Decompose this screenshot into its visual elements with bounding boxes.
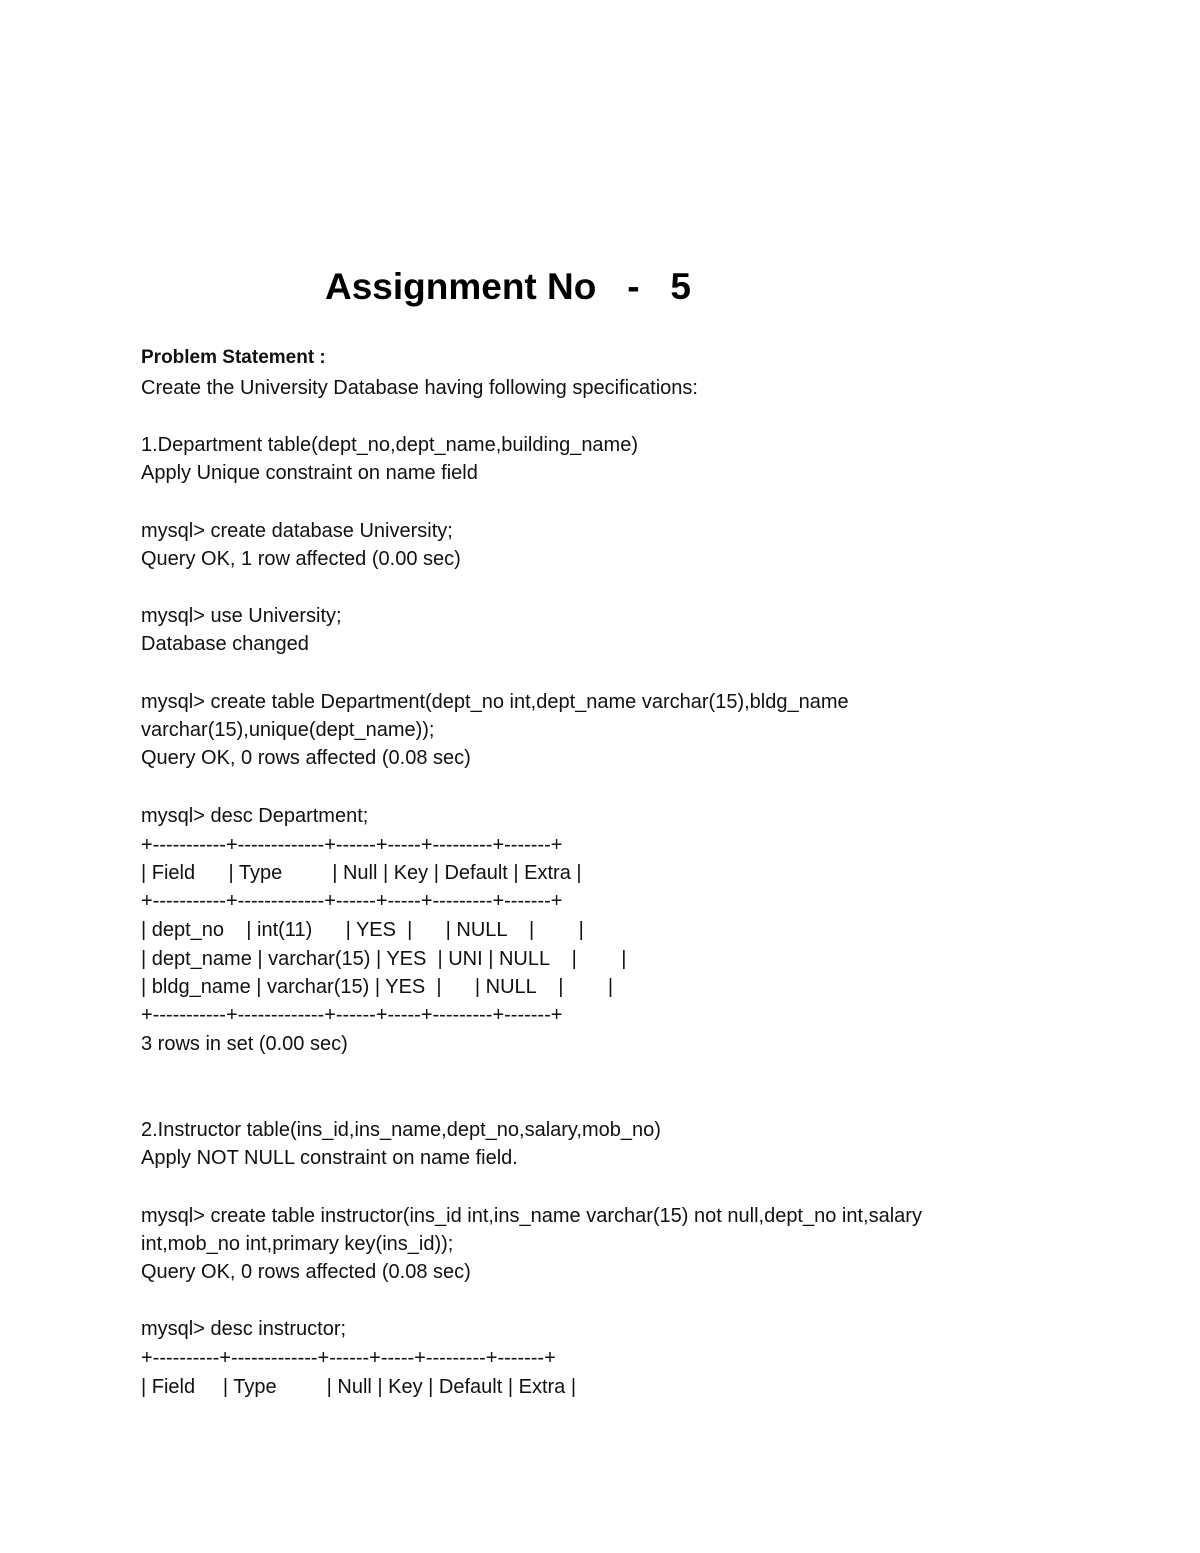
text-line: Apply NOT NULL constraint on name field. xyxy=(141,1147,518,1169)
text-line: 1.Department table(dept_no,dept_name,building_name) xyxy=(141,434,639,456)
sql-output-line: Query OK, 0 rows affected (0.08 sec) xyxy=(141,1261,471,1283)
sql-output-line: 3 rows in set (0.00 sec) xyxy=(141,1033,348,1055)
sql-output-line: Query OK, 0 rows affected (0.08 sec) xyxy=(141,747,471,769)
text-line: 2.Instructor table(ins_id,ins_name,dept_no,salary,mob_no) xyxy=(141,1119,661,1141)
sql-output-line: Database changed xyxy=(141,633,309,655)
table-row: | bldg_name | varchar(15) | YES | | NULL | | xyxy=(141,976,614,998)
sql-command-line: mysql> desc instructor; xyxy=(141,1318,347,1340)
table-border-line: +----------+-------------+------+-----+---------+-------+ xyxy=(141,1347,556,1369)
table-border-line: +-----------+-------------+------+-----+---------+-------+ xyxy=(141,834,563,856)
table-border-line: +-----------+-------------+------+-----+---------+-------+ xyxy=(141,890,563,912)
table-header-row: | Field | Type | Null | Key | Default | Extra | xyxy=(141,1376,577,1398)
page-title: Assignment No - 5 xyxy=(325,266,691,307)
sql-command-line: mysql> create table Department(dept_no int,dept_name varchar(15),bldg_name xyxy=(141,691,849,713)
sql-command-line: int,mob_no int,primary key(ins_id)); xyxy=(141,1233,454,1255)
sql-command-line: mysql> create table instructor(ins_id int,ins_name varchar(15) not null,dept_no int,salary xyxy=(141,1205,922,1227)
sql-command-line: mysql> use University; xyxy=(141,605,342,627)
problem-statement-heading: Problem Statement : xyxy=(141,347,326,368)
table-header-row: | Field | Type | Null | Key | Default | Extra | xyxy=(141,862,582,884)
sql-command-line: mysql> create database University; xyxy=(141,520,453,542)
text-line: Apply Unique constraint on name field xyxy=(141,462,478,484)
sql-output-line: Query OK, 1 row affected (0.00 sec) xyxy=(141,548,461,570)
table-row: | dept_name | varchar(15) | YES | UNI | NULL | | xyxy=(141,948,627,970)
text-line: Create the University Database having following specifications: xyxy=(141,377,698,399)
table-border-line: +-----------+-------------+------+-----+---------+-------+ xyxy=(141,1004,563,1026)
table-row: | dept_no | int(11) | YES | | NULL | | xyxy=(141,919,584,941)
sql-command-line: mysql> desc Department; xyxy=(141,805,369,827)
sql-command-line: varchar(15),unique(dept_name)); xyxy=(141,719,435,741)
